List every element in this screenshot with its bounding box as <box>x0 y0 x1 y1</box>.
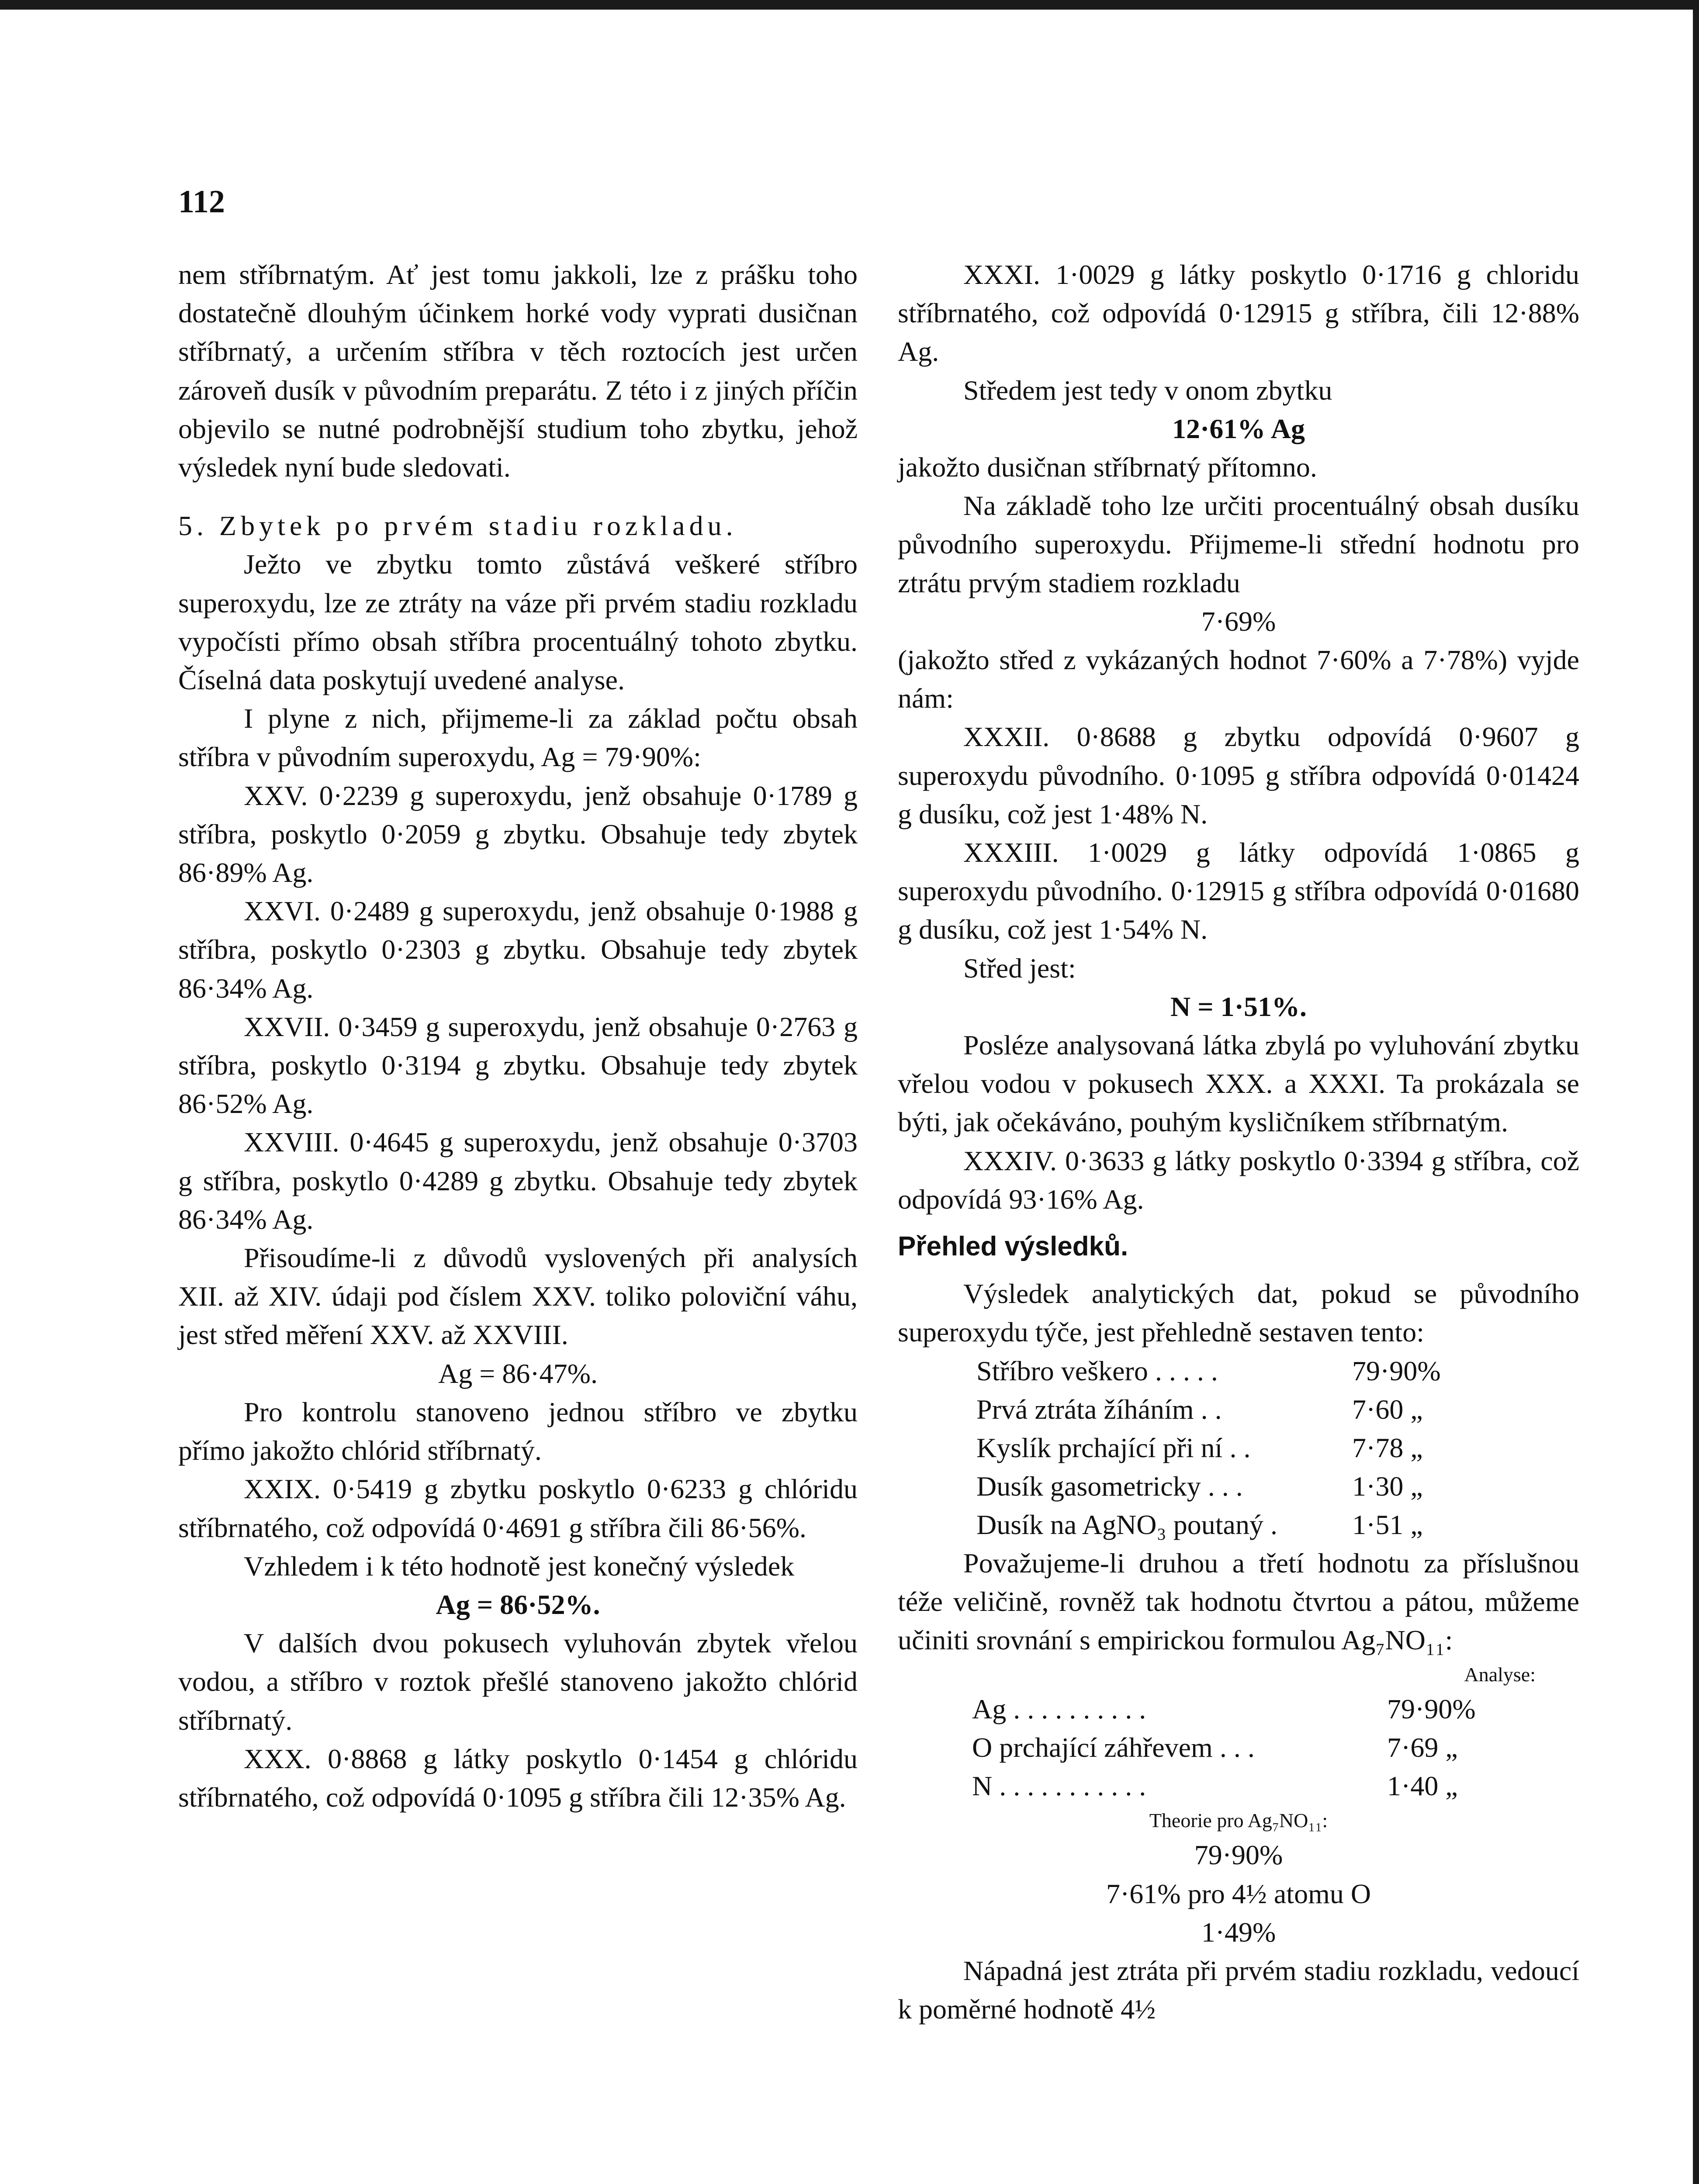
comparison-value: 7·69 „ <box>1387 1732 1458 1763</box>
paragraph: Pro kontrolu stanoveno jednou stříbro ve zbytku přímo jakožto chlórid stříbrnatý. <box>178 1396 858 1466</box>
analysis-entry: XXXIV. 0·3633 g látky poskytlo 0·3394 g stříbra, což odpovídá 93·16% Ag. <box>898 1145 1579 1215</box>
analysis-entry: XXXIII. 1·0029 g látky odpovídá 1·0865 g superoxydu původního. 0·12915 g stříbra odpovídá 0·01680 g dusíku, což jest 1·54% N. <box>898 837 1579 945</box>
paragraph: Střed jest: <box>963 952 1076 984</box>
paragraph: I plyne z nich, přijmeme-li za základ počtu obsah stříbra v původním superoxydu, Ag = 79·90%: <box>178 703 858 773</box>
summary-row <box>898 1506 1579 1544</box>
paragraph: Přisoudíme-li z důvodů vyslovených při analysích XII. až XIV. údaji pod číslem XXV. toliko poloviční váhu, jest střed měření XXV. až XXVIII. <box>178 1242 858 1351</box>
summary-value: 79·90% <box>1352 1355 1441 1386</box>
summary-value: 7·60 „ <box>1352 1393 1423 1425</box>
summary-intro: Výsledek analytických dat, pokud se původního superoxydu týče, jest přehledně sestaven tento: <box>898 1278 1579 1348</box>
formula-line: Ag = 86·47%. <box>438 1358 598 1389</box>
paragraph: (jakožto střed z vykázaných hodnot 7·60% a 7·78%) vyjde nám: <box>898 644 1579 714</box>
paragraph: Na základě toho lze určiti procentuálný obsah dusíku původního superoxydu. Přijmeme-li střední hodnotu pro ztrátu prvým stadiem rozkladu <box>898 490 1579 598</box>
subsection-heading: 5. Zbytek po prvém stadiu rozkladu. <box>178 510 737 542</box>
analysis-entry: XXVI. 0·2489 g superoxydu, jenž obsahuje 0·1988 g stříbra, poskytlo 0·2303 g zbytku. Obsahuje tedy zbytek 86·34% Ag. <box>178 895 858 1004</box>
paragraph: Středem jest tedy v onom zbytku <box>963 374 1332 406</box>
summary-label: Prvá ztráta žíháním . . <box>976 1393 1222 1425</box>
comparison-row <box>898 1767 1579 1805</box>
summary-label: Dusík gasometricky . . . <box>976 1470 1243 1502</box>
summary-row <box>898 1429 1579 1467</box>
summary-label: Dusík na AgNO₃ poutaný . <box>976 1509 1277 1540</box>
summary-value: 1·51 „ <box>1352 1509 1423 1540</box>
analyse-heading: Analyse: <box>1464 1663 1536 1686</box>
analysis-entry: XXVII. 0·3459 g superoxydu, jenž obsahuje 0·2763 g stříbra, poskytlo 0·3194 g zbytku. Obsahuje tedy zbytek 86·52% Ag. <box>178 1011 858 1120</box>
analysis-entry: XXXII. 0·8688 g zbytku odpovídá 0·9607 g superoxydu původního. 0·1095 g stříbra odpovídá 0·01424 g dusíku, což jest 1·48% N. <box>898 721 1579 829</box>
theorie-value: 79·90% <box>1194 1839 1283 1871</box>
comparison-intro: Považujeme-li druhou a třetí hodnotu za příslušnou téže veličině, rovněž tak hodnotu čtvrtou a pátou, můžeme učiniti srovnání s empirickou formulou Ag₇NO₁₁: <box>898 1547 1579 1656</box>
summary-label: Kyslík prchající při ní . . <box>976 1432 1251 1463</box>
paragraph: V dalších dvou pokusech vyluhován zbytek vřelou vodou, a stříbro v roztok přešlé stanoveno jakožto chlórid stříbrnatý. <box>178 1628 858 1736</box>
comparison-label: Ag . . . . . . . . . . <box>972 1693 1146 1725</box>
paragraph: Vzhledem i k této hodnotě jest konečný výsledek <box>244 1550 795 1582</box>
paragraph: Posléze analysovaná látka zbylá po vyluhování zbytku vřelou vodou v pokusech XXX. a XXXI. Ta prokázala se býti, jak očekáváno, pouhým kysličníkem stříbrnatým. <box>898 1030 1579 1138</box>
right-column <box>898 256 1579 2028</box>
analysis-entry: XXX. 0·8868 g látky poskytlo 0·1454 g chlóridu stříbrnatého, což odpovídá 0·1095 g stříbra čili 12·35% Ag. <box>178 1743 858 1813</box>
comparison-value: 79·90% <box>1387 1693 1476 1725</box>
analysis-entry: XXVIII. 0·4645 g superoxydu, jenž obsahuje 0·3703 g stříbra, poskytlo 0·4289 g zbytku. Obsahuje tedy zbytek 86·34% Ag. <box>178 1127 858 1235</box>
page-border-right <box>1693 0 1699 2184</box>
theorie-heading: Theorie pro Ag₇NO₁₁: <box>1149 1809 1328 1832</box>
formula-line: Ag = 86·52%. <box>436 1589 600 1620</box>
analysis-entry: XXV. 0·2239 g superoxydu, jenž obsahuje 0·1789 g stříbra, poskytlo 0·2059 g zbytku. Obsahuje tedy zbytek 86·89% Ag. <box>178 780 858 888</box>
comparison-table <box>898 1690 1579 1805</box>
comparison-label: N . . . . . . . . . . . <box>972 1770 1146 1802</box>
summary-row <box>898 1467 1579 1506</box>
summary-row <box>898 1390 1579 1429</box>
comparison-row <box>898 1690 1579 1728</box>
analysis-entry: XXIX. 0·5419 g zbytku poskytlo 0·6233 g chlóridu stříbrnatého, což odpovídá 0·4691 g stříbra čili 86·56%. <box>178 1473 858 1543</box>
theorie-value: 1·49% <box>1201 1916 1276 1948</box>
section-heading: Přehled výsledků. <box>898 1231 1128 1262</box>
summary-table <box>898 1352 1579 1544</box>
comparison-label: O prchající záhřevem . . . <box>972 1732 1255 1763</box>
analysis-entry: XXXI. 1·0029 g látky poskytlo 0·1716 g chloridu stříbrnatého, což odpovídá 0·12915 g stříbra, čili 12·88% Ag. <box>898 259 1579 367</box>
paragraph: Ježto ve zbytku tomto zůstává veškeré stříbro superoxydu, lze ze ztráty na váze při prvém stadiu rozkladu vypočísti přímo obsah stříbra procentuálný tohoto zbytku. Číselná data poskytují uvedené analyse. <box>178 549 858 696</box>
paragraph: nem stříbrnatým. Ať jest tomu jakkoli, lze z prášku toho dostatečně dlouhým účinkem horké vody vyprati dusičnan stříbrnatý, a určením stříbra v těch roztocích jest určen zároveň dusík v původním preparátu. Z této i z jiných příčin objevilo se nutné podrobnější studium toho zbytku, jehož výsledek nyní bude sledovati. <box>178 259 858 483</box>
summary-row <box>898 1352 1579 1390</box>
page-number: 112 <box>178 184 225 220</box>
closing-paragraph: Nápadná jest ztráta při prvém stadiu rozkladu, vedoucí k poměrné hodnotě 4½ <box>898 1955 1579 2025</box>
comparison-row <box>898 1728 1579 1767</box>
summary-label: Stříbro veškero . . . . . <box>976 1355 1218 1386</box>
left-column <box>178 256 858 1817</box>
summary-value: 7·78 „ <box>1352 1432 1423 1463</box>
page-border-top <box>0 0 1699 10</box>
formula-line: N = 1·51%. <box>1170 991 1307 1022</box>
paragraph: jakožto dusičnan stříbrnatý přítomno. <box>898 452 1317 483</box>
theorie-value: 7·61% pro 4½ atomu O <box>1106 1878 1371 1909</box>
formula-line: 7·69% <box>1201 605 1276 637</box>
summary-value: 1·30 „ <box>1352 1470 1423 1502</box>
comparison-value: 1·40 „ <box>1387 1770 1458 1802</box>
formula-line: 12·61% Ag <box>1172 413 1305 444</box>
